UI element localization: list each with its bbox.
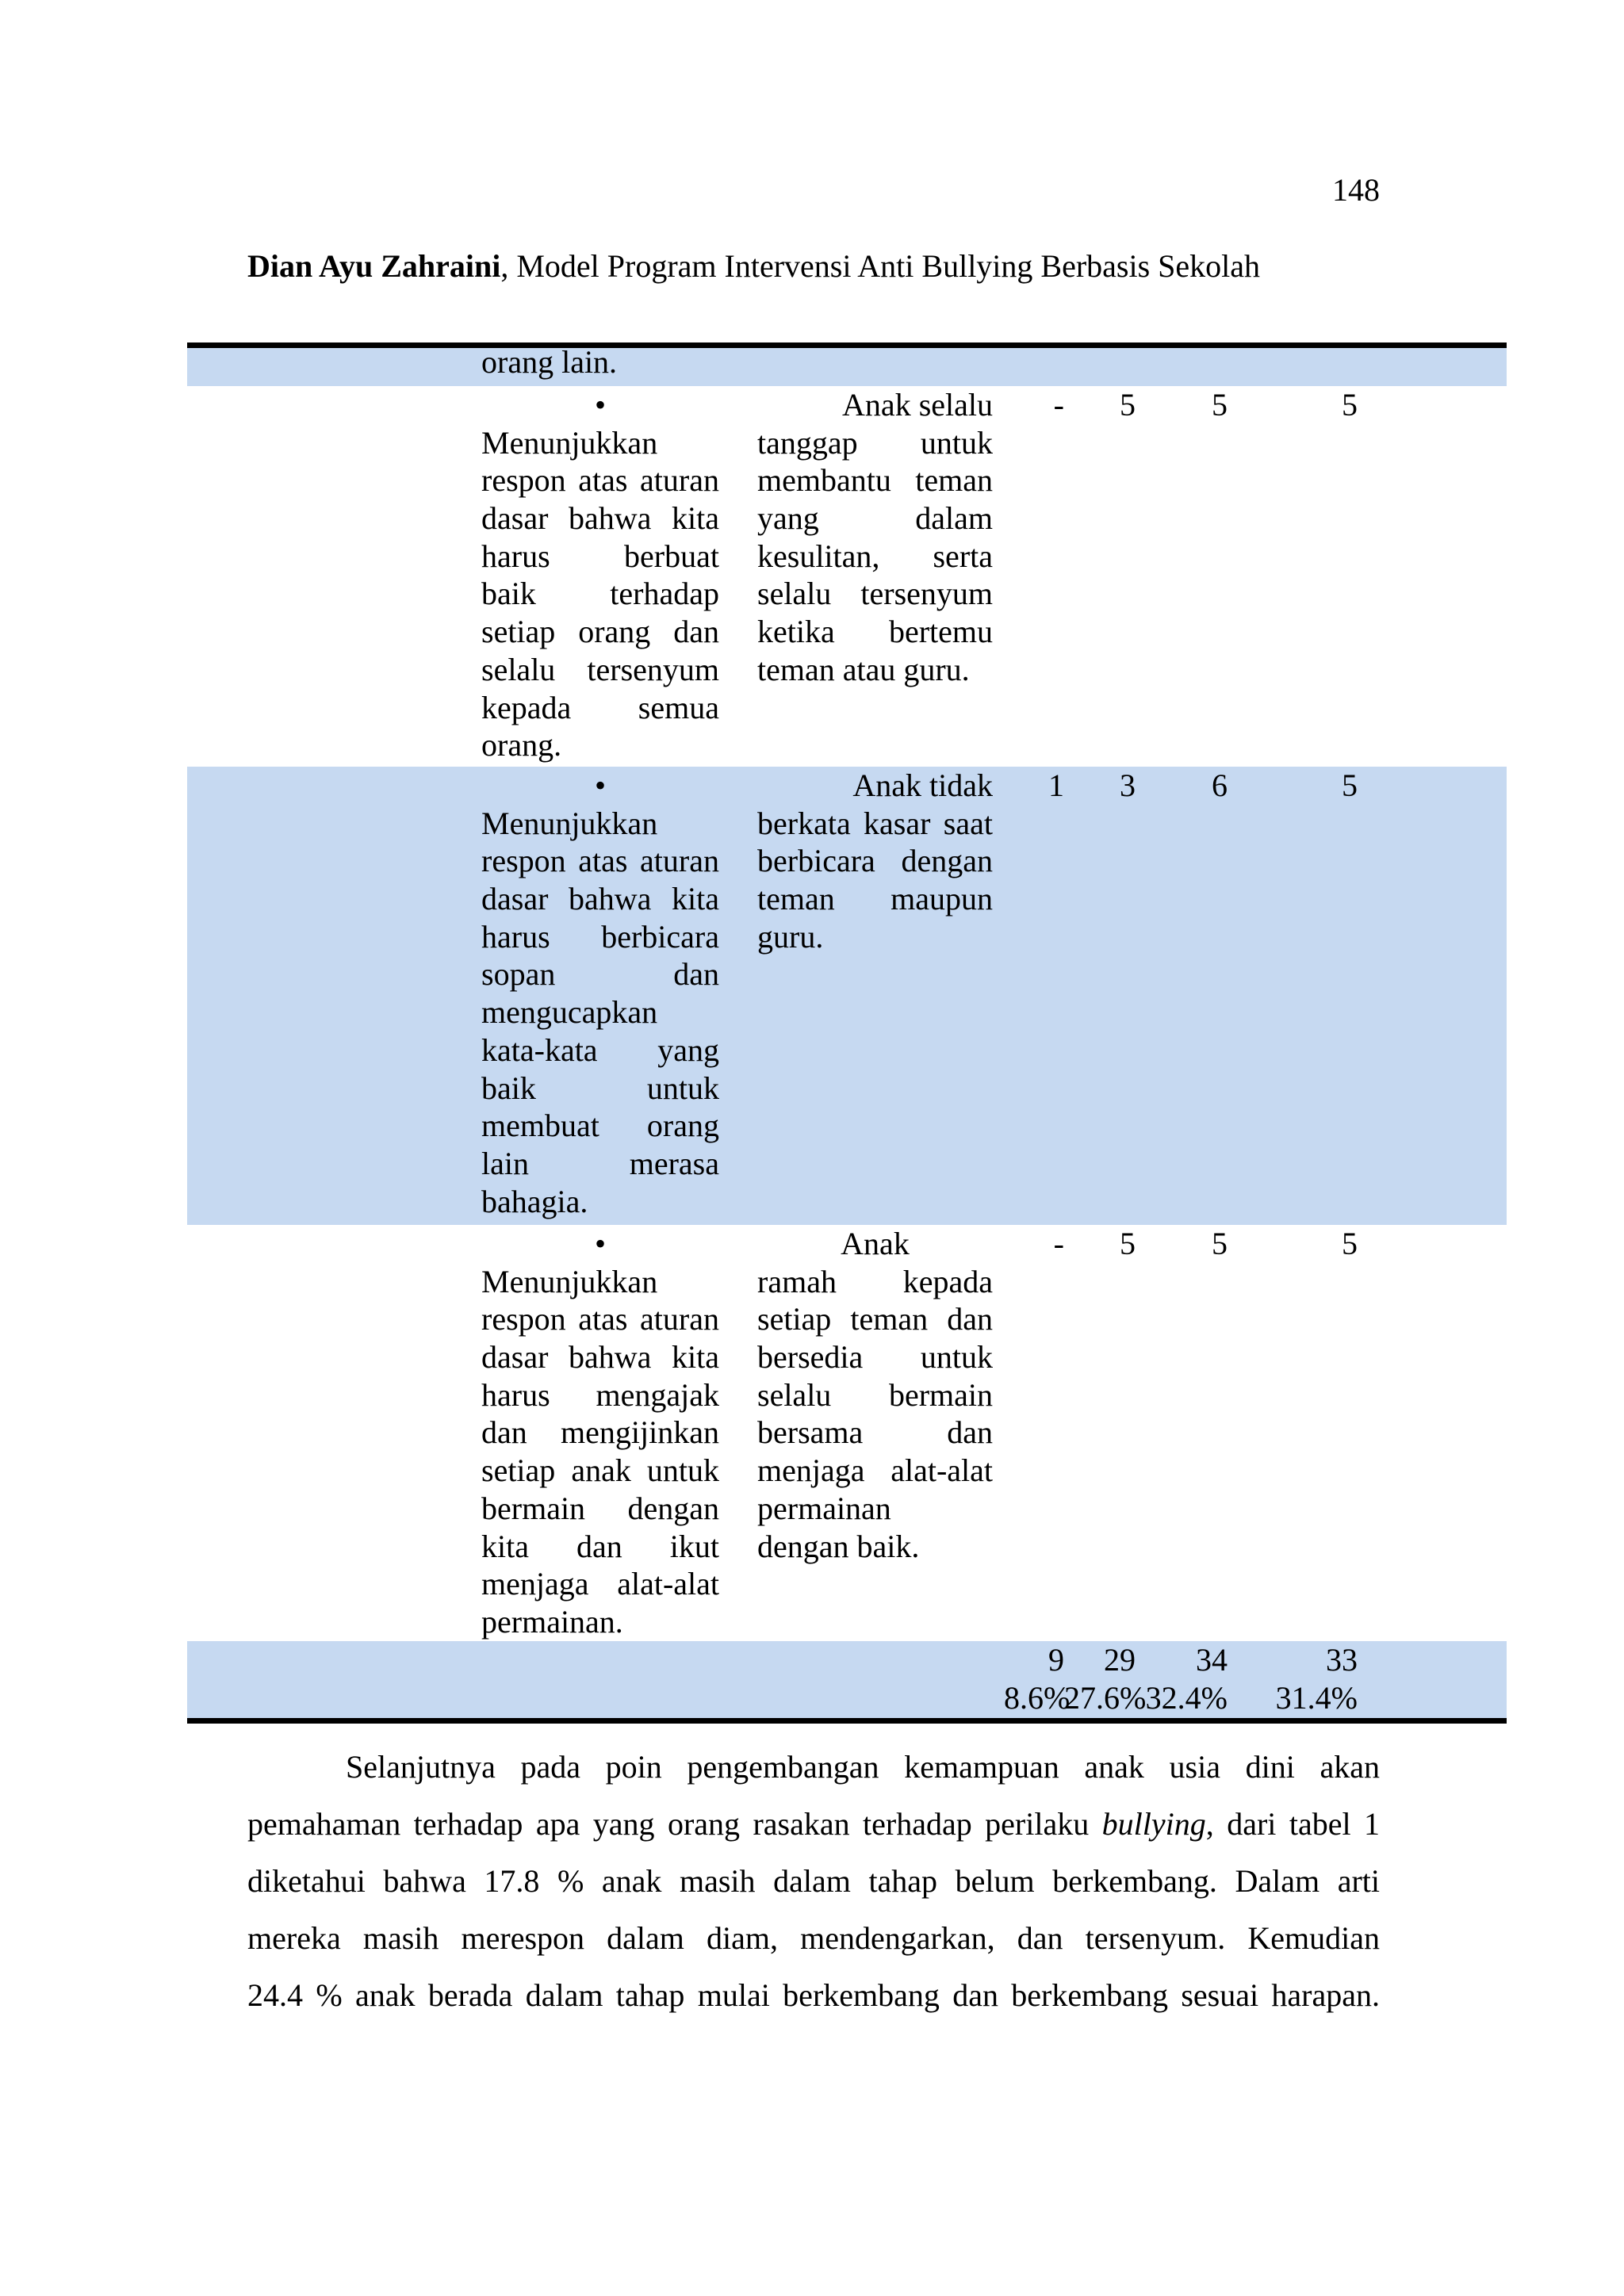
descriptor-line: guru.	[757, 918, 824, 955]
header-author: Dian Ayu Zahraini	[247, 248, 501, 284]
descriptor-line: kesulitan, serta	[757, 538, 993, 574]
indicator-line: bermain dengan	[481, 1490, 719, 1526]
descriptor-line: Anak	[841, 1226, 910, 1261]
total-count: 34	[1196, 1642, 1228, 1678]
descriptor-line: teman maupun	[757, 881, 993, 917]
indicator-line: orang.	[481, 727, 562, 763]
indicator-line: permainan.	[481, 1603, 623, 1640]
value-cell: 5	[1342, 767, 1358, 803]
indicator-line: menjaga alat-alat	[481, 1566, 719, 1602]
indicator-line: setiap orang dan	[481, 614, 719, 650]
descriptor-line: permainan	[757, 1490, 891, 1526]
indicator-line: dan mengijinkan	[481, 1414, 719, 1451]
descriptor-line: ketika bertemu	[757, 614, 993, 650]
indicator-line: Menunjukkan	[481, 1263, 658, 1299]
indicator-line: Menunjukkan	[481, 424, 658, 461]
indicator-line: setiap anak untuk	[481, 1452, 719, 1489]
value-cell: 6	[1212, 767, 1228, 803]
descriptor-cell	[757, 767, 993, 955]
descriptor-line: setiap teman dan	[757, 1301, 993, 1337]
assessment-table	[187, 342, 1507, 1724]
value-cell: 5	[1120, 1226, 1136, 1261]
descriptor-line: menjaga alat-alat	[757, 1452, 993, 1489]
indicator-line: baik untuk	[481, 1070, 719, 1106]
value-cell: 3	[1120, 767, 1136, 803]
indicator-line: mengucapkan	[481, 994, 658, 1031]
bullet: •	[594, 767, 606, 803]
paragraph-text: , dari tabel 1	[1205, 1806, 1380, 1842]
indicator-line: dasar bahwa kita	[481, 500, 719, 537]
total-percent: 27.6%	[1064, 1679, 1147, 1716]
indicator-line: harus mengajak	[481, 1376, 719, 1413]
indicator-line: harus berbicara	[481, 918, 719, 955]
indicator-cell	[481, 1225, 719, 1641]
paragraph-line: 24.4 % anak berada dalam tahap mulai berkembang dan berkembang sesuai harapan.	[247, 1977, 1380, 2013]
value-cell: 5	[1120, 387, 1136, 423]
header-separator: ,	[500, 248, 517, 284]
descriptor-line: selalu bermain	[757, 1376, 993, 1413]
descriptor-line: Anak selalu	[842, 387, 993, 423]
indicator-line: kata-kata yang	[481, 1031, 719, 1068]
indicator-line: harus berbuat	[481, 538, 719, 574]
value-cell: 5	[1212, 1226, 1228, 1261]
paragraph-line: Selanjutnya pada poin pengembangan kemampuan anak usia dini akan	[346, 1749, 1380, 1785]
total-count: 33	[1326, 1642, 1358, 1678]
value-cell: -	[1053, 387, 1064, 423]
indicator-line: bahagia.	[481, 1183, 588, 1219]
descriptor-line: bersedia untuk	[757, 1339, 993, 1376]
descriptor-line: membantu teman	[757, 462, 993, 499]
descriptor-line: berbicara dengan	[757, 843, 993, 879]
total-percent: 32.4%	[1145, 1679, 1228, 1716]
descriptor-line: berkata kasar saat	[757, 805, 993, 841]
indicator-line: Menunjukkan	[481, 805, 658, 841]
paragraph-line	[247, 1805, 1380, 1845]
paragraph-line: diketahui bahwa 17.8 % anak masih dalam tahap belum berkembang. Dalam arti	[247, 1863, 1380, 1899]
total-cell	[1004, 1641, 1071, 1716]
indicator-line: lain merasa	[481, 1145, 719, 1181]
value-cell: 5	[1212, 387, 1228, 423]
descriptor-line: bersama dan	[757, 1414, 993, 1451]
descriptor-cell	[757, 386, 993, 689]
descriptor-line: ramah kepada	[757, 1263, 993, 1299]
descriptor-cell	[757, 1225, 993, 1565]
continued-indicator-text: orang lain.	[481, 344, 618, 380]
total-cell	[1136, 1641, 1228, 1716]
indicator-line: dasar bahwa kita	[481, 881, 719, 917]
table-row-continued	[187, 344, 1507, 386]
indicator-line: selalu tersenyum	[481, 651, 719, 687]
descriptor-line: dengan baik.	[757, 1528, 920, 1564]
indicator-line: respon atas aturan	[481, 1301, 719, 1337]
running-header	[247, 247, 1260, 285]
descriptor-line: selalu tersenyum	[757, 576, 993, 612]
total-percent: 31.4%	[1275, 1679, 1358, 1716]
descriptor-line: yang dalam	[757, 500, 993, 537]
indicator-cell	[481, 386, 719, 764]
bullet: •	[594, 1226, 606, 1261]
page-number: 148	[1332, 172, 1380, 208]
total-percent: 8.6%	[1004, 1679, 1071, 1716]
table-row	[187, 767, 1507, 1225]
value-cell: 1	[1048, 767, 1064, 803]
indicator-line: kita dan ikut	[481, 1528, 719, 1564]
value-cell: 5	[1342, 387, 1358, 423]
paragraph-line: mereka masih merespon dalam diam, mendengarkan, dan tersenyum. Kemudian	[247, 1920, 1380, 1956]
bullet: •	[594, 387, 606, 423]
table-top-rule	[187, 342, 1507, 348]
table-total-row	[187, 1641, 1507, 1718]
descriptor-line: Anak tidak	[852, 767, 993, 803]
paragraph-text: pemahaman terhadap apa yang orang rasakan terhadap perilaku	[247, 1806, 1102, 1842]
total-count: 29	[1104, 1642, 1136, 1678]
total-count: 9	[1048, 1642, 1064, 1678]
total-cell	[1228, 1641, 1358, 1716]
indicator-line: kepada semua	[481, 689, 719, 725]
indicator-line: dasar bahwa kita	[481, 1339, 719, 1376]
indicator-line: respon atas aturan	[481, 843, 719, 879]
value-cell: -	[1053, 1226, 1064, 1261]
descriptor-line: teman atau guru.	[757, 651, 970, 687]
indicator-cell	[481, 767, 719, 1220]
header-title: Model Program Intervensi Anti Bullying Berbasis Sekolah	[516, 248, 1261, 284]
table-row	[187, 1225, 1507, 1641]
total-cell	[1064, 1641, 1147, 1716]
value-cell: 5	[1342, 1226, 1358, 1261]
emphasis-text: bullying	[1101, 1806, 1206, 1842]
descriptor-line: tanggap untuk	[757, 424, 993, 461]
indicator-line: respon atas aturan	[481, 462, 719, 499]
indicator-line: sopan dan	[481, 956, 719, 993]
indicator-line: membuat orang	[481, 1108, 719, 1144]
table-bottom-rule	[187, 1718, 1507, 1724]
table-row	[187, 386, 1507, 767]
indicator-line: baik terhadap	[481, 576, 719, 612]
